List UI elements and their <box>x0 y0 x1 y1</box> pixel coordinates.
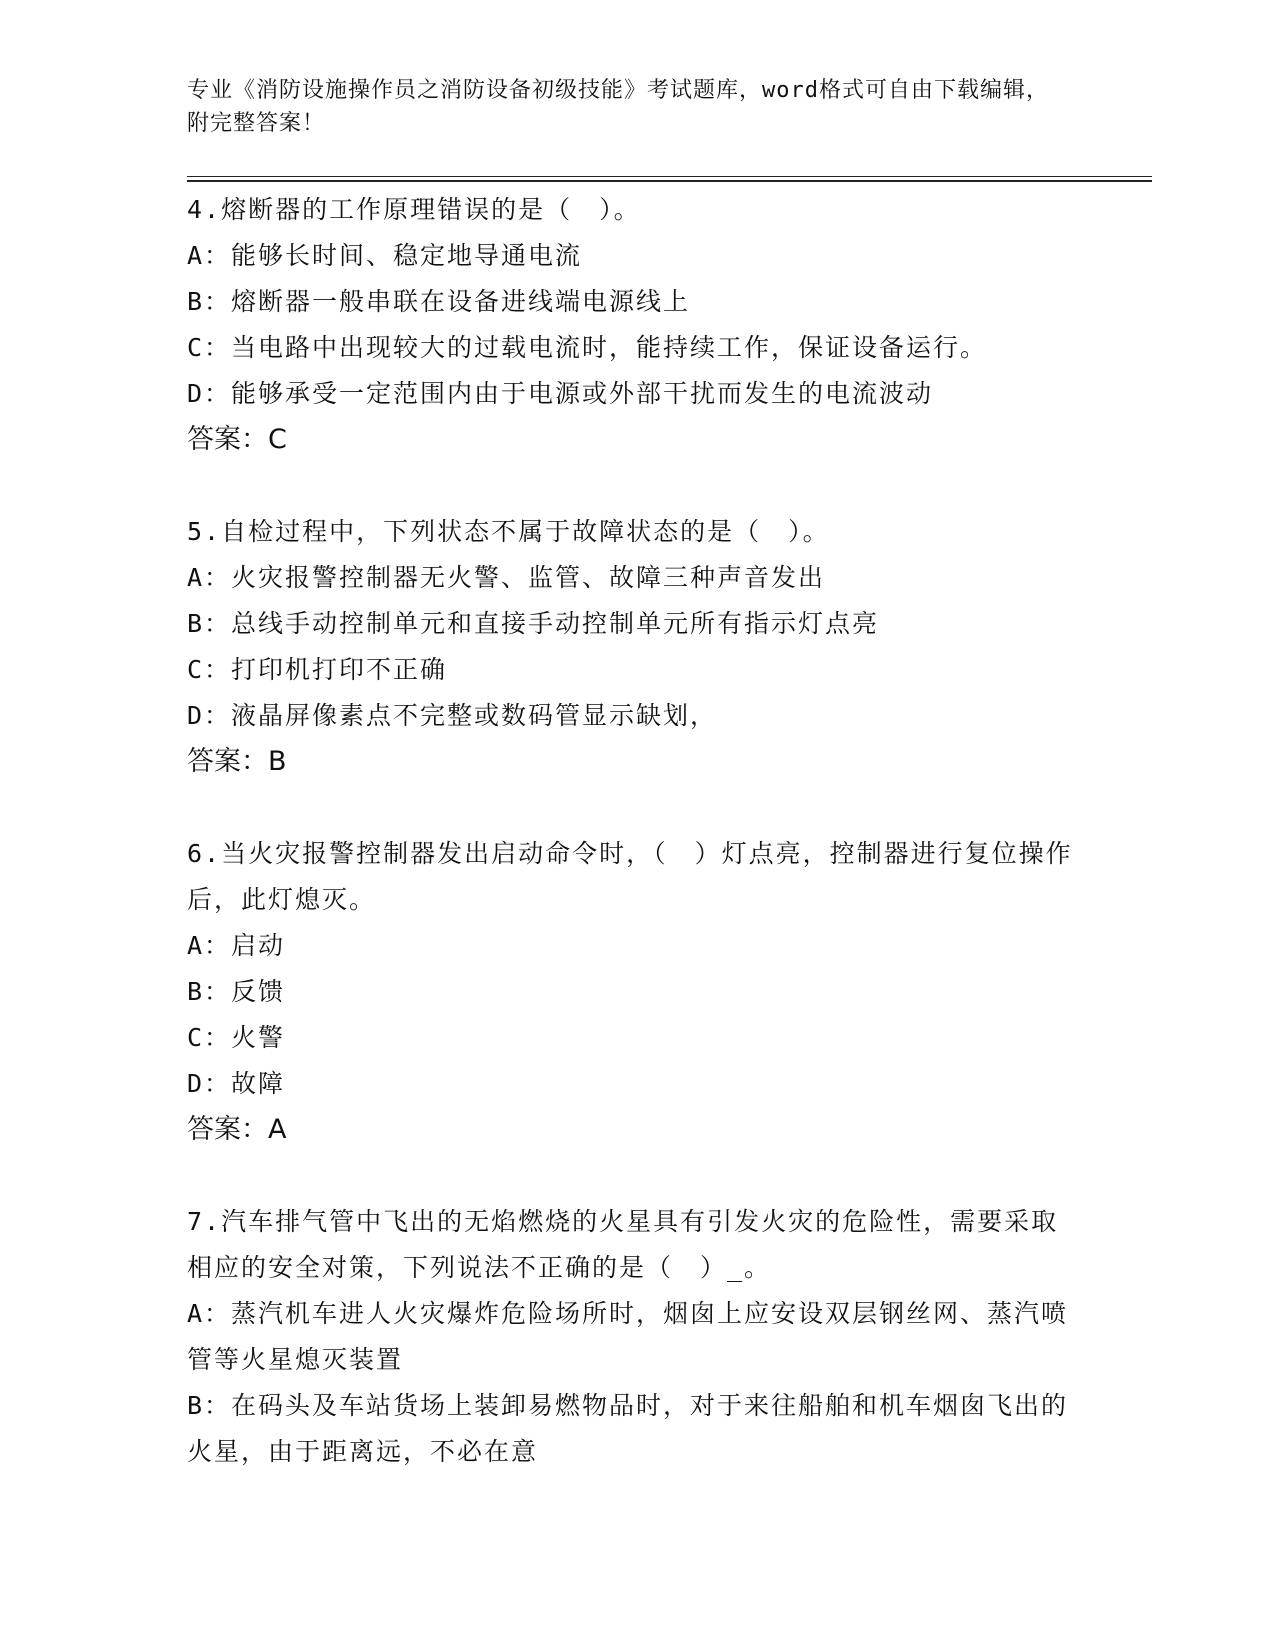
answer-line: 答案：A <box>187 1114 287 1145</box>
question-spacer <box>187 463 1077 509</box>
option-a: A：火灾报警控制器无火警、监管、故障三种声音发出 <box>187 563 826 592</box>
header-divider-thick <box>187 180 1152 182</box>
question-spacer <box>187 785 1077 831</box>
question-stem: 4.熔断器的工作原理错误的是（ ）。 <box>187 195 641 224</box>
option-d: D：故障 <box>187 1069 286 1098</box>
option-b: B：反馈 <box>187 977 286 1006</box>
option-a: A：蒸汽机车进人火灾爆炸危险场所时，烟囱上应安设双层钢丝网、蒸汽喷管等火星熄灭装置 <box>187 1299 1069 1374</box>
question-list <box>187 187 1077 1475</box>
option-c: C：打印机打印不正确 <box>187 655 448 684</box>
option-b: B：熔断器一般串联在设备进线端电源线上 <box>187 287 691 316</box>
answer-line: 答案：C <box>187 424 287 455</box>
question-5 <box>187 509 1077 785</box>
option-c: C：火警 <box>187 1023 286 1052</box>
question-7 <box>187 1199 1077 1475</box>
option-b: B：总线手动控制单元和直接手动控制单元所有指示灯点亮 <box>187 609 880 638</box>
option-d: D：液晶屏像素点不完整或数码管显示缺划， <box>187 701 718 730</box>
answer-line: 答案：B <box>187 746 287 777</box>
question-stem: 5.自检过程中，下列状态不属于故障状态的是（ ）。 <box>187 517 830 546</box>
question-stem: 7.汽车排气管中飞出的无焰燃烧的火星具有引发火灾的危险性，需要采取相应的安全对策，下列说法不正确的是（ ）_。 <box>187 1207 1059 1282</box>
header-divider-thin <box>187 176 1152 177</box>
question-spacer <box>187 1153 1077 1199</box>
option-a: A：能够长时间、稳定地导通电流 <box>187 241 583 270</box>
question-6 <box>187 831 1077 1153</box>
option-a: A：启动 <box>187 931 286 960</box>
option-d: D：能够承受一定范围内由于电源或外部干扰而发生的电流波动 <box>187 379 934 408</box>
question-4 <box>187 187 1077 463</box>
question-stem: 6.当火灾报警控制器发出启动命令时，（ ）灯点亮，控制器进行复位操作后，此灯熄灭。 <box>187 839 1073 914</box>
option-c: C：当电路中出现较大的过载电流时，能持续工作，保证设备运行。 <box>187 333 988 362</box>
option-b: B：在码头及车站货场上装卸易燃物品时，对于来往船舶和机车烟囱飞出的火星，由于距离远，不必在意 <box>187 1391 1069 1466</box>
document-header: 专业《消防设施操作员之消防设备初级技能》考试题库，word格式可自由下载编辑，附完整答案！ <box>187 78 1049 136</box>
